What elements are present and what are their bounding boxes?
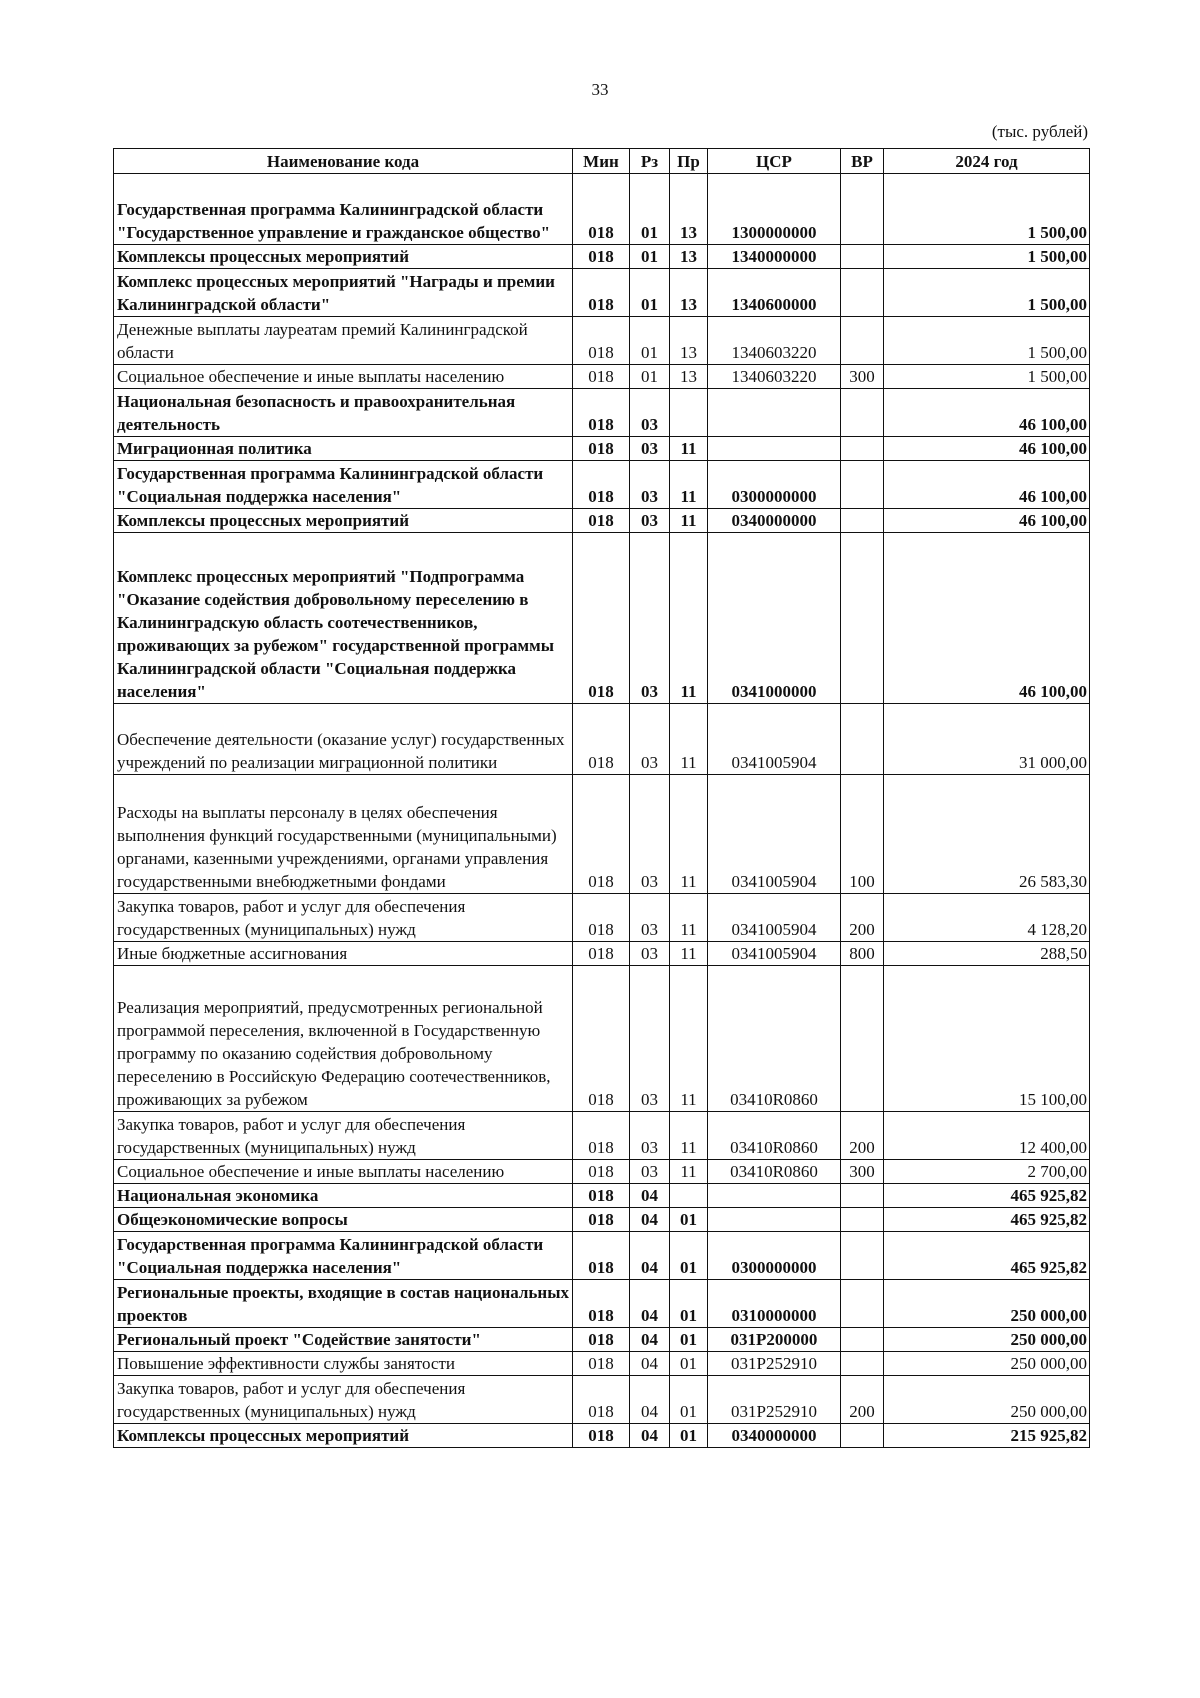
row-vr — [841, 1280, 884, 1328]
table-row — [114, 1184, 1090, 1208]
row-name: Закупка товаров, работ и услуг для обеспечения государственных (муниципальных) нужд — [114, 1376, 573, 1424]
row-min: 018 — [573, 509, 630, 533]
table-row — [114, 1376, 1090, 1424]
row-amount: 215 925,82 — [884, 1424, 1090, 1448]
row-csr: 0300000000 — [708, 1232, 841, 1280]
row-name: Национальная безопасность и правоохранительная деятельность — [114, 389, 573, 437]
row-vr — [841, 1184, 884, 1208]
row-csr: 1300000000 — [708, 174, 841, 245]
row-csr: 0340000000 — [708, 1424, 841, 1448]
row-name: Закупка товаров, работ и услуг для обеспечения государственных (муниципальных) нужд — [114, 894, 573, 942]
row-pr: 01 — [670, 1280, 708, 1328]
table-row — [114, 894, 1090, 942]
row-min: 018 — [573, 1160, 630, 1184]
row-amount: 31 000,00 — [884, 704, 1090, 775]
row-amount: 12 400,00 — [884, 1112, 1090, 1160]
row-csr: 03410R0860 — [708, 1112, 841, 1160]
row-csr: 0341005904 — [708, 704, 841, 775]
row-amount: 46 100,00 — [884, 509, 1090, 533]
row-name: Миграционная политика — [114, 437, 573, 461]
row-rz: 01 — [630, 269, 670, 317]
row-pr: 13 — [670, 174, 708, 245]
row-pr: 13 — [670, 317, 708, 365]
column-header-name: Наименование кода — [114, 149, 573, 174]
row-name: Иные бюджетные ассигнования — [114, 942, 573, 966]
row-amount: 15 100,00 — [884, 966, 1090, 1112]
row-vr — [841, 1352, 884, 1376]
row-rz: 03 — [630, 461, 670, 509]
row-vr: 300 — [841, 365, 884, 389]
row-min: 018 — [573, 174, 630, 245]
row-name: Государственная программа Калининградской области "Государственное управление и гражданское общество" — [114, 174, 573, 245]
row-csr: 0341005904 — [708, 775, 841, 894]
row-amount: 465 925,82 — [884, 1232, 1090, 1280]
table-row — [114, 1280, 1090, 1328]
row-pr — [670, 389, 708, 437]
row-csr: 0300000000 — [708, 461, 841, 509]
row-pr: 13 — [670, 245, 708, 269]
table-row — [114, 509, 1090, 533]
row-min: 018 — [573, 1208, 630, 1232]
row-vr: 800 — [841, 942, 884, 966]
row-min: 018 — [573, 1184, 630, 1208]
row-csr: 031P200000 — [708, 1328, 841, 1352]
row-min: 018 — [573, 1280, 630, 1328]
row-pr: 11 — [670, 704, 708, 775]
row-rz: 04 — [630, 1184, 670, 1208]
row-min: 018 — [573, 1232, 630, 1280]
row-csr: 0341005904 — [708, 942, 841, 966]
table-row — [114, 533, 1090, 704]
row-pr: 01 — [670, 1376, 708, 1424]
row-name: Комплексы процессных мероприятий — [114, 1424, 573, 1448]
row-min: 018 — [573, 704, 630, 775]
row-csr: 031P252910 — [708, 1376, 841, 1424]
table-row — [114, 317, 1090, 365]
row-vr — [841, 704, 884, 775]
budget-table — [113, 148, 1090, 1448]
table-row — [114, 1160, 1090, 1184]
row-pr: 11 — [670, 509, 708, 533]
row-rz: 03 — [630, 389, 670, 437]
row-csr: 0341000000 — [708, 533, 841, 704]
row-rz: 01 — [630, 317, 670, 365]
row-amount: 46 100,00 — [884, 533, 1090, 704]
row-pr: 01 — [670, 1424, 708, 1448]
row-vr — [841, 437, 884, 461]
row-vr — [841, 461, 884, 509]
table-row — [114, 942, 1090, 966]
table-row — [114, 966, 1090, 1112]
table-row — [114, 1424, 1090, 1448]
row-min: 018 — [573, 317, 630, 365]
row-pr: 01 — [670, 1208, 708, 1232]
row-vr — [841, 1328, 884, 1352]
row-pr: 01 — [670, 1352, 708, 1376]
table-row — [114, 1232, 1090, 1280]
table-row — [114, 704, 1090, 775]
row-amount: 465 925,82 — [884, 1184, 1090, 1208]
units-label: (тыс. рублей) — [991, 122, 1088, 141]
row-pr: 11 — [670, 533, 708, 704]
column-header-min: Мин — [573, 149, 630, 174]
row-name: Государственная программа Калининградской области "Социальная поддержка населения" — [114, 1232, 573, 1280]
row-amount: 250 000,00 — [884, 1328, 1090, 1352]
row-min: 018 — [573, 1112, 630, 1160]
row-rz: 03 — [630, 509, 670, 533]
row-pr: 11 — [670, 461, 708, 509]
row-pr: 11 — [670, 775, 708, 894]
row-csr: 031P252910 — [708, 1352, 841, 1376]
column-header-pr: Пр — [670, 149, 708, 174]
row-pr: 11 — [670, 942, 708, 966]
row-csr: 1340600000 — [708, 269, 841, 317]
table-row — [114, 269, 1090, 317]
row-rz: 03 — [630, 437, 670, 461]
table-row — [114, 245, 1090, 269]
row-pr: 11 — [670, 1160, 708, 1184]
row-amount: 1 500,00 — [884, 245, 1090, 269]
row-vr — [841, 269, 884, 317]
table-row — [114, 1208, 1090, 1232]
row-csr: 0310000000 — [708, 1280, 841, 1328]
row-rz: 04 — [630, 1376, 670, 1424]
row-min: 018 — [573, 1424, 630, 1448]
row-amount: 26 583,30 — [884, 775, 1090, 894]
row-vr — [841, 389, 884, 437]
row-amount: 2 700,00 — [884, 1160, 1090, 1184]
row-csr: 03410R0860 — [708, 966, 841, 1112]
column-header-vr: ВР — [841, 149, 884, 174]
table-row — [114, 389, 1090, 437]
table-header-row — [114, 149, 1090, 174]
row-rz: 03 — [630, 775, 670, 894]
row-amount: 465 925,82 — [884, 1208, 1090, 1232]
row-name: Национальная экономика — [114, 1184, 573, 1208]
row-rz: 03 — [630, 894, 670, 942]
table-row — [114, 775, 1090, 894]
row-csr: 1340603220 — [708, 365, 841, 389]
row-rz: 03 — [630, 966, 670, 1112]
table-row — [114, 437, 1090, 461]
row-name: Государственная программа Калининградской области "Социальная поддержка населения" — [114, 461, 573, 509]
row-name: Закупка товаров, работ и услуг для обеспечения государственных (муниципальных) нужд — [114, 1112, 573, 1160]
row-name: Региональный проект "Содействие занятости" — [114, 1328, 573, 1352]
row-amount: 1 500,00 — [884, 317, 1090, 365]
row-min: 018 — [573, 942, 630, 966]
table-row — [114, 1352, 1090, 1376]
row-amount: 1 500,00 — [884, 365, 1090, 389]
row-amount: 288,50 — [884, 942, 1090, 966]
row-pr: 01 — [670, 1328, 708, 1352]
row-csr: 1340000000 — [708, 245, 841, 269]
row-csr — [708, 1184, 841, 1208]
row-rz: 03 — [630, 704, 670, 775]
row-pr: 11 — [670, 966, 708, 1112]
row-min: 018 — [573, 269, 630, 317]
row-rz: 04 — [630, 1328, 670, 1352]
row-min: 018 — [573, 245, 630, 269]
row-vr — [841, 509, 884, 533]
row-vr — [841, 533, 884, 704]
row-vr — [841, 1424, 884, 1448]
column-header-rz: Рз — [630, 149, 670, 174]
row-name: Обеспечение деятельности (оказание услуг) государственных учреждений по реализации миграционной политики — [114, 704, 573, 775]
row-amount: 46 100,00 — [884, 437, 1090, 461]
row-rz: 01 — [630, 245, 670, 269]
row-rz: 01 — [630, 365, 670, 389]
row-pr: 01 — [670, 1232, 708, 1280]
row-vr: 100 — [841, 775, 884, 894]
row-amount: 46 100,00 — [884, 389, 1090, 437]
row-pr: 13 — [670, 365, 708, 389]
table-row — [114, 1328, 1090, 1352]
row-min: 018 — [573, 533, 630, 704]
row-min: 018 — [573, 1376, 630, 1424]
page-number: 33 — [591, 80, 609, 99]
row-name: Социальное обеспечение и иные выплаты населению — [114, 365, 573, 389]
row-amount: 4 128,20 — [884, 894, 1090, 942]
row-name: Комплекс процессных мероприятий "Награды и премии Калининградской области" — [114, 269, 573, 317]
row-rz: 03 — [630, 942, 670, 966]
row-rz: 04 — [630, 1232, 670, 1280]
row-name: Реализация мероприятий, предусмотренных региональной программой переселения, включенной в Государственную программу по оказанию содействия добровольному переселению в Российскую Федерацию соотечественников, проживающих за рубежом — [114, 966, 573, 1112]
table-row — [114, 365, 1090, 389]
row-rz: 01 — [630, 174, 670, 245]
row-name: Региональные проекты, входящие в состав национальных проектов — [114, 1280, 573, 1328]
row-rz: 03 — [630, 533, 670, 704]
row-rz: 04 — [630, 1280, 670, 1328]
row-name: Повышение эффективности службы занятости — [114, 1352, 573, 1376]
row-amount: 250 000,00 — [884, 1376, 1090, 1424]
row-csr: 1340603220 — [708, 317, 841, 365]
row-csr: 03410R0860 — [708, 1160, 841, 1184]
row-vr: 200 — [841, 894, 884, 942]
table-row — [114, 461, 1090, 509]
row-vr — [841, 174, 884, 245]
row-pr — [670, 1184, 708, 1208]
row-csr — [708, 437, 841, 461]
column-header-year: 2024 год — [884, 149, 1090, 174]
row-min: 018 — [573, 389, 630, 437]
row-min: 018 — [573, 1328, 630, 1352]
row-min: 018 — [573, 894, 630, 942]
row-amount: 1 500,00 — [884, 269, 1090, 317]
row-rz: 04 — [630, 1424, 670, 1448]
row-rz: 04 — [630, 1208, 670, 1232]
row-csr: 0341005904 — [708, 894, 841, 942]
row-rz: 04 — [630, 1352, 670, 1376]
row-csr — [708, 389, 841, 437]
row-name: Комплекс процессных мероприятий "Подпрограмма "Оказание содействия добровольному переселению в Калининградскую область соотечественников, проживающих за рубежом" государственной программы Калининградской области "Социальная поддержка населения" — [114, 533, 573, 704]
row-csr: 0340000000 — [708, 509, 841, 533]
row-min: 018 — [573, 966, 630, 1112]
row-name: Денежные выплаты лауреатам премий Калининградской области — [114, 317, 573, 365]
row-name: Расходы на выплаты персоналу в целях обеспечения выполнения функций государственными (муниципальными) органами, казенными учреждениями, органами управления государственными внебюджетными фондами — [114, 775, 573, 894]
row-pr: 13 — [670, 269, 708, 317]
row-min: 018 — [573, 775, 630, 894]
row-vr: 200 — [841, 1112, 884, 1160]
row-vr: 300 — [841, 1160, 884, 1184]
row-pr: 11 — [670, 437, 708, 461]
row-csr — [708, 1208, 841, 1232]
row-vr — [841, 317, 884, 365]
row-min: 018 — [573, 437, 630, 461]
row-vr — [841, 966, 884, 1112]
row-vr — [841, 245, 884, 269]
row-min: 018 — [573, 1352, 630, 1376]
row-name: Комплексы процессных мероприятий — [114, 509, 573, 533]
row-name: Социальное обеспечение и иные выплаты населению — [114, 1160, 573, 1184]
row-rz: 03 — [630, 1160, 670, 1184]
row-amount: 1 500,00 — [884, 174, 1090, 245]
row-name: Общеэкономические вопросы — [114, 1208, 573, 1232]
column-header-csr: ЦСР — [708, 149, 841, 174]
row-name: Комплексы процессных мероприятий — [114, 245, 573, 269]
row-vr — [841, 1208, 884, 1232]
row-vr: 200 — [841, 1376, 884, 1424]
row-pr: 11 — [670, 894, 708, 942]
row-rz: 03 — [630, 1112, 670, 1160]
row-amount: 250 000,00 — [884, 1280, 1090, 1328]
row-amount: 46 100,00 — [884, 461, 1090, 509]
row-vr — [841, 1232, 884, 1280]
row-min: 018 — [573, 365, 630, 389]
table-row — [114, 174, 1090, 245]
row-amount: 250 000,00 — [884, 1352, 1090, 1376]
table-row — [114, 1112, 1090, 1160]
row-min: 018 — [573, 461, 630, 509]
row-pr: 11 — [670, 1112, 708, 1160]
